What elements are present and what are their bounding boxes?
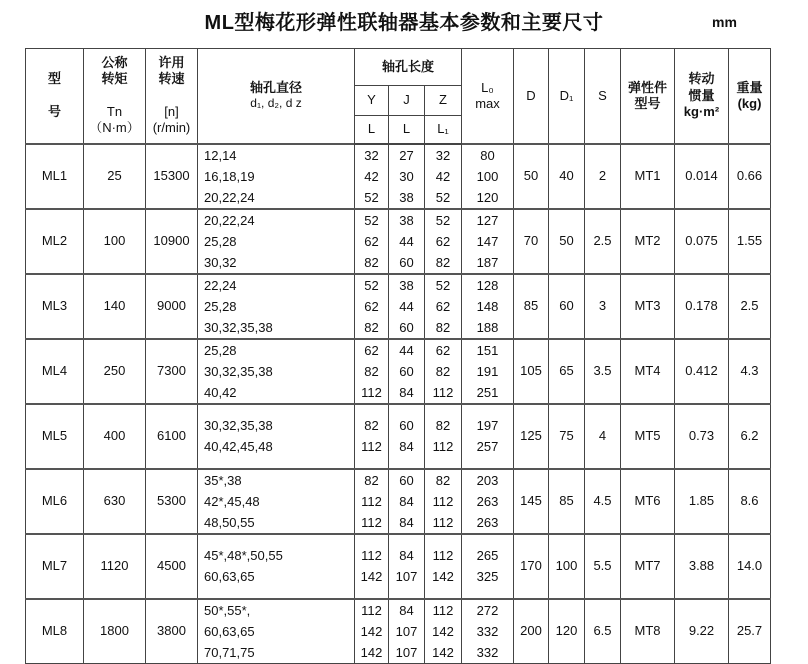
y-length-cell [355,534,389,599]
d1-cell: 120 [549,599,585,664]
bore-cell-value: 22,24 [204,277,237,293]
z-length-cell-value: 142 [432,569,454,584]
table-row [26,534,771,599]
torque-cell: 400 [84,404,146,469]
model-cell: ML7 [26,534,84,599]
z-length-cell-value: 82 [435,363,451,379]
z-length-cell-value: 62 [435,342,451,358]
s-cell: 5.5 [585,534,621,599]
j-length-cell-value: 60 [399,418,414,433]
bore-cell-value: 70,71,75 [204,644,255,660]
y-length-cell-value: 82 [364,363,379,379]
s-cell: 2 [585,144,621,209]
y-length-cell-value: 82 [364,472,379,488]
table-row [26,209,771,274]
header-l-j: L [389,116,425,144]
header-torque: 公称 转矩 Tn （N·m） [84,49,146,144]
inertia-cell: 9.22 [675,599,729,664]
z-length-cell-value: 112 [432,439,454,454]
header-inertia: 转动 惯量 kg·m² [675,49,729,144]
bore-cell [198,209,355,274]
model-cell: ML3 [26,274,84,339]
l0-cell-value: 263 [476,493,499,509]
elastic-cell: MT7 [621,534,675,599]
bore-cell [198,404,355,469]
y-length-cell-value: 142 [360,623,383,639]
bore-cell [198,599,355,664]
model-cell: ML1 [26,144,84,209]
z-length-cell-value: 52 [435,189,451,205]
header-j: J [389,86,425,116]
l0-cell-value: 127 [476,212,499,228]
header-s: S [585,49,621,144]
l0-cell [462,209,514,274]
header-z: Z [425,86,462,116]
y-length-cell-value: 112 [361,493,382,509]
d1-cell: 65 [549,339,585,404]
j-length-cell-value: 107 [395,644,418,660]
torque-cell: 250 [84,339,146,404]
inertia-cell: 0.075 [675,209,729,274]
z-length-cell-value: 82 [435,319,451,335]
d-cell: 200 [514,599,549,664]
weight-cell: 0.66 [729,144,771,209]
d-cell: 145 [514,469,549,534]
j-length-cell [389,469,425,534]
l0-cell-value: 332 [476,623,499,639]
j-length-cell [389,534,425,599]
z-length-cell [425,534,462,599]
z-length-cell-value: 112 [432,602,454,618]
j-length-cell [389,599,425,664]
z-length-cell-value: 82 [435,418,451,433]
d1-cell: 50 [549,209,585,274]
elastic-cell: MT5 [621,404,675,469]
j-length-cell-value: 107 [395,569,418,584]
header-elastic: 弹性件 型号 [621,49,675,144]
bore-cell [198,339,355,404]
weight-cell: 6.2 [729,404,771,469]
s-cell: 3.5 [585,339,621,404]
model-cell: ML8 [26,599,84,664]
l0-cell-value: 332 [476,644,499,660]
d1-cell: 75 [549,404,585,469]
bore-cell-value: 25,28 [204,233,237,249]
l0-cell-value: 251 [476,384,499,400]
y-length-cell [355,144,389,209]
y-length-cell-value: 62 [364,342,379,358]
j-length-cell-value: 60 [399,319,414,335]
y-length-cell-value: 52 [364,212,379,228]
j-length-cell-value: 44 [399,298,414,314]
d1-cell: 40 [549,144,585,209]
d-cell: 105 [514,339,549,404]
y-length-cell [355,339,389,404]
weight-cell: 1.55 [729,209,771,274]
d1-cell: 60 [549,274,585,339]
bore-cell-value: 30,32,35,38 [204,363,273,379]
header-speed: 许用 转速 [n] (r/min) [146,49,198,144]
bore-cell-value: 30,32 [204,254,237,270]
l0-cell [462,339,514,404]
bore-cell-value: 20,22,24 [204,212,255,228]
bore-cell-value: 45*,48*,50,55 [204,548,283,563]
weight-cell: 14.0 [729,534,771,599]
bore-cell-value: 40,42 [204,384,237,400]
z-length-cell-value: 112 [432,384,454,400]
j-length-cell-value: 30 [399,168,414,184]
j-length-cell-value: 44 [399,342,414,358]
j-length-cell-value: 84 [399,384,414,400]
elastic-cell: MT1 [621,144,675,209]
torque-cell: 1120 [84,534,146,599]
bore-cell-value: 12,14 [204,147,237,163]
speed-cell: 9000 [146,274,198,339]
header-model: 型 号 [26,49,84,144]
bore-cell-value: 30,32,35,38 [204,418,273,433]
z-length-cell-value: 142 [432,644,454,660]
y-length-cell-value: 52 [364,277,379,293]
l0-cell [462,144,514,209]
bore-cell-value: 42*,45,48 [204,493,260,509]
header-d: D [514,49,549,144]
y-length-cell-value: 82 [364,418,379,433]
bore-cell [198,534,355,599]
l0-cell-value: 257 [476,439,499,454]
d-cell: 70 [514,209,549,274]
l0-cell-value: 100 [476,168,499,184]
y-length-cell-value: 62 [364,298,379,314]
bore-cell [198,274,355,339]
l0-cell-value: 188 [476,319,499,335]
y-length-cell-value: 32 [364,147,379,163]
j-length-cell [389,144,425,209]
y-length-cell-value: 112 [361,439,382,454]
speed-cell: 5300 [146,469,198,534]
header-bore-length: 轴孔长度 [355,49,462,86]
j-length-cell-value: 84 [399,548,414,563]
d-cell: 50 [514,144,549,209]
weight-cell: 25.7 [729,599,771,664]
model-cell: ML2 [26,209,84,274]
y-length-cell-value: 112 [361,548,382,563]
inertia-cell: 3.88 [675,534,729,599]
coupling-parameters-table [25,48,771,664]
j-length-cell-value: 84 [399,514,414,530]
l0-cell-value: 187 [476,254,499,270]
z-length-cell-value: 52 [435,277,451,293]
model-cell: ML4 [26,339,84,404]
z-length-cell [425,599,462,664]
speed-cell: 4500 [146,534,198,599]
bore-cell-value: 30,32,35,38 [204,319,273,335]
elastic-cell: MT6 [621,469,675,534]
l0-cell-value: 128 [476,277,499,293]
l0-cell-value: 325 [476,569,499,584]
d-cell: 85 [514,274,549,339]
j-length-cell-value: 84 [399,602,414,618]
y-length-cell-value: 112 [361,602,382,618]
l0-cell-value: 265 [476,548,499,563]
s-cell: 4.5 [585,469,621,534]
header-l-y: L [355,116,389,144]
y-length-cell [355,599,389,664]
j-length-cell-value: 38 [399,212,414,228]
y-length-cell [355,209,389,274]
model-cell: ML6 [26,469,84,534]
inertia-cell: 1.85 [675,469,729,534]
inertia-cell: 0.412 [675,339,729,404]
bore-cell [198,469,355,534]
bore-cell-value: 20,22,24 [204,189,255,205]
j-length-cell-value: 84 [399,493,414,509]
z-length-cell [425,404,462,469]
s-cell: 3 [585,274,621,339]
z-length-cell-value: 112 [432,514,454,530]
j-length-cell [389,274,425,339]
j-length-cell-value: 38 [399,189,414,205]
z-length-cell [425,209,462,274]
header-l1-z: L₁ [425,116,462,144]
bore-cell-value: 25,28 [204,298,237,314]
inertia-cell: 0.73 [675,404,729,469]
s-cell: 2.5 [585,209,621,274]
d1-cell: 85 [549,469,585,534]
l0-cell-value: 120 [476,189,499,205]
d-cell: 170 [514,534,549,599]
l0-cell-value: 148 [476,298,499,314]
l0-cell [462,534,514,599]
j-length-cell-value: 60 [399,254,414,270]
z-length-cell-value: 112 [432,548,454,563]
z-length-cell [425,339,462,404]
l0-cell [462,404,514,469]
speed-cell: 6100 [146,404,198,469]
j-length-cell-value: 60 [399,363,414,379]
s-cell: 4 [585,404,621,469]
bore-cell-value: 48,50,55 [204,514,255,530]
z-length-cell-value: 42 [435,168,451,184]
table-row [26,339,771,404]
z-length-cell-value: 82 [435,472,451,488]
y-length-cell-value: 142 [360,569,383,584]
header-bore-diameter: 轴孔直径 d₁, d₂, d z [198,49,355,144]
bore-cell-value: 25,28 [204,342,237,358]
j-length-cell-value: 84 [399,439,414,454]
header-weight: 重量 (kg) [729,49,771,144]
l0-cell-value: 203 [476,472,499,488]
z-length-cell [425,144,462,209]
model-cell: ML5 [26,404,84,469]
weight-cell: 4.3 [729,339,771,404]
speed-cell: 3800 [146,599,198,664]
j-length-cell [389,339,425,404]
weight-cell: 8.6 [729,469,771,534]
z-length-cell-value: 82 [435,254,451,270]
y-length-cell-value: 82 [364,254,379,270]
y-length-cell-value: 42 [364,168,379,184]
y-length-cell [355,469,389,534]
elastic-cell: MT8 [621,599,675,664]
z-length-cell [425,469,462,534]
torque-cell: 1800 [84,599,146,664]
torque-cell: 25 [84,144,146,209]
y-length-cell-value: 52 [364,189,379,205]
y-length-cell-value: 62 [364,233,379,249]
l0-cell [462,274,514,339]
table-row [26,469,771,534]
speed-cell: 7300 [146,339,198,404]
elastic-cell: MT4 [621,339,675,404]
j-length-cell-value: 107 [395,623,418,639]
torque-cell: 100 [84,209,146,274]
inertia-cell: 0.014 [675,144,729,209]
y-length-cell-value: 112 [361,514,382,530]
j-length-cell [389,404,425,469]
header-y: Y [355,86,389,116]
y-length-cell-value: 112 [361,384,382,400]
j-length-cell [389,209,425,274]
d1-cell: 100 [549,534,585,599]
l0-cell-value: 151 [476,342,499,358]
speed-cell: 15300 [146,144,198,209]
header-l0: L₀ max [462,49,514,144]
elastic-cell: MT2 [621,209,675,274]
y-length-cell [355,404,389,469]
y-length-cell [355,274,389,339]
z-length-cell-value: 52 [435,212,451,228]
y-length-cell-value: 142 [360,644,383,660]
weight-cell: 2.5 [729,274,771,339]
l0-cell-value: 197 [476,418,499,433]
speed-cell: 10900 [146,209,198,274]
table-row [26,404,771,469]
j-length-cell-value: 38 [399,277,414,293]
l0-cell-value: 80 [480,147,495,163]
bore-cell-value: 40,42,45,48 [204,439,273,454]
l0-cell-value: 272 [476,602,499,618]
torque-cell: 630 [84,469,146,534]
table-row [26,144,771,209]
table-title: ML型梅花形弹性联轴器基本参数和主要尺寸 [204,12,604,34]
bore-cell-value: 60,63,65 [204,569,255,584]
header-d1: D₁ [549,49,585,144]
z-length-cell-value: 32 [435,147,451,163]
bore-cell-value: 50*,55*, [204,602,251,618]
z-length-cell-value: 62 [435,233,451,249]
l0-cell [462,599,514,664]
l0-cell-value: 147 [476,233,499,249]
torque-cell: 140 [84,274,146,339]
j-length-cell-value: 27 [399,147,414,163]
z-length-cell-value: 112 [432,493,454,509]
table-row [26,274,771,339]
elastic-cell: MT3 [621,274,675,339]
inertia-cell: 0.178 [675,274,729,339]
y-length-cell-value: 82 [364,319,379,335]
l0-cell-value: 191 [476,363,499,379]
j-length-cell-value: 44 [399,233,414,249]
bore-cell-value: 16,18,19 [204,168,255,184]
s-cell: 6.5 [585,599,621,664]
z-length-cell-value: 62 [435,298,451,314]
l0-cell-value: 263 [476,514,499,530]
bore-cell-value: 60,63,65 [204,623,255,639]
bore-cell-value: 35*,38 [204,472,242,488]
l0-cell [462,469,514,534]
z-length-cell [425,274,462,339]
table-row [26,599,771,664]
z-length-cell-value: 142 [432,623,454,639]
bore-cell [198,144,355,209]
unit-label: mm [712,14,737,30]
j-length-cell-value: 60 [399,472,414,488]
d-cell: 125 [514,404,549,469]
